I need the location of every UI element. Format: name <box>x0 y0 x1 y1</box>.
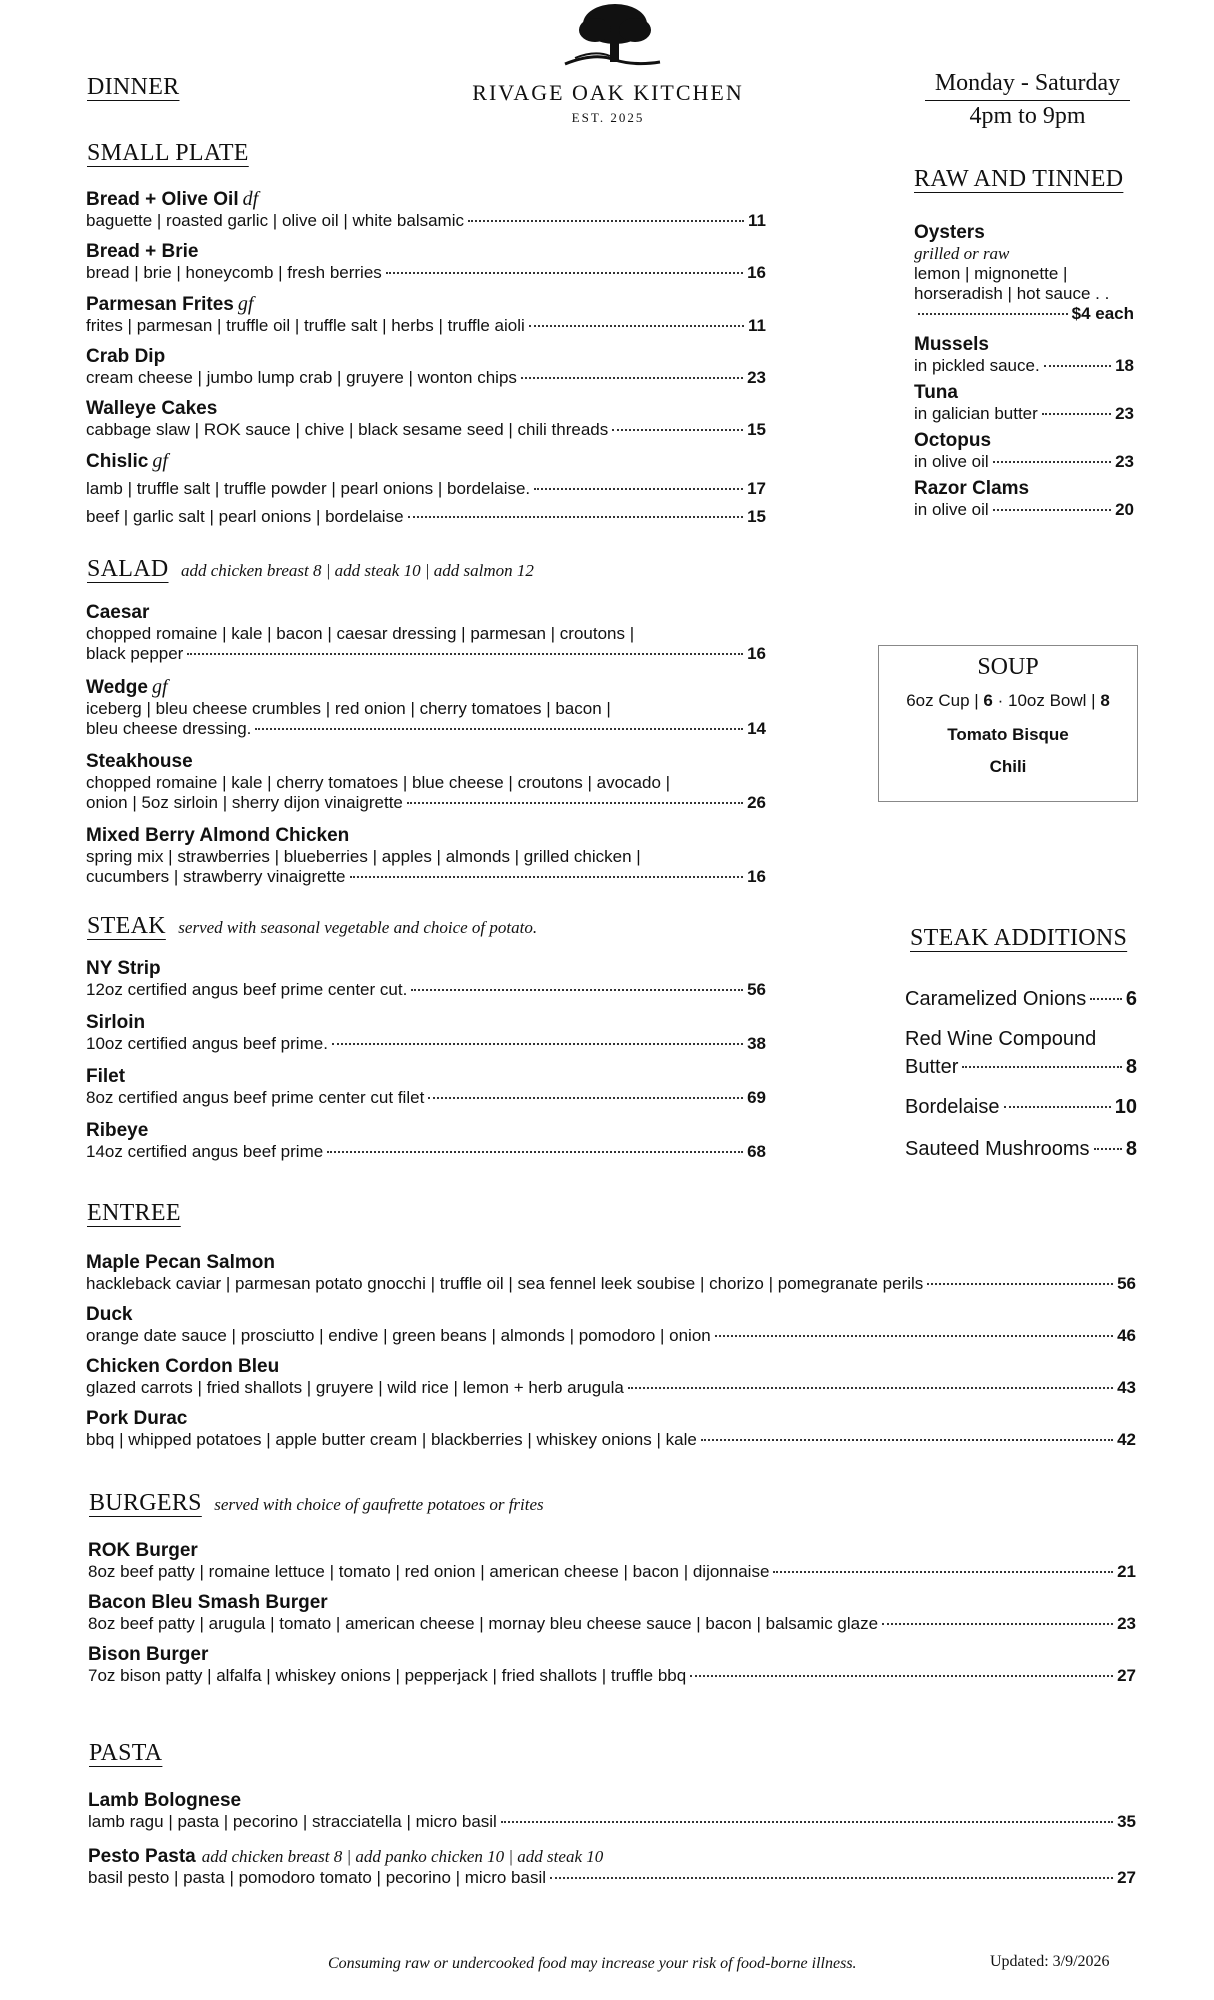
burgers-note: served with choice of gaufrette potatoes or frites <box>214 1495 544 1514</box>
item-desc: horseradish | hot sauce . . <box>914 284 1110 303</box>
item-line <box>88 1614 1136 1634</box>
item-line <box>86 1274 1136 1294</box>
item-desc: 8oz beef patty | romaine lettuce | tomato | red onion | american cheese | bacon | dijonnaise <box>88 1562 770 1581</box>
item-line <box>914 356 1134 376</box>
item-desc: 10oz certified angus beef prime. <box>86 1034 328 1053</box>
steak-additions-section <box>905 985 1137 1163</box>
item-line <box>86 1326 1136 1346</box>
addition-price: 10 <box>1114 1096 1137 1118</box>
item-desc: in olive oil <box>914 500 989 519</box>
item-price: 16 <box>747 644 766 663</box>
menu-item <box>88 1644 1136 1686</box>
item-desc: 12oz certified angus beef prime center cut. <box>86 980 408 999</box>
item-line <box>86 644 766 664</box>
item-desc: cucumbers | strawberry vinaigrette <box>86 867 346 886</box>
item-price: 20 <box>1115 500 1134 519</box>
item-desc: glazed carrots | fried shallots | gruyere | wild rice | lemon + herb arugula <box>86 1378 624 1397</box>
addition-name: Red Wine Compound <box>905 1028 1097 1050</box>
addition-price: 8 <box>1125 1138 1137 1160</box>
item-price: 56 <box>1117 1274 1136 1293</box>
menu-item <box>86 1066 766 1108</box>
item-name: Duck <box>86 1304 133 1325</box>
item-sub: grilled or raw <box>914 244 1010 263</box>
small-plate-section <box>86 188 766 537</box>
item-name: NY Strip <box>86 958 161 979</box>
restaurant-name: RIVAGE OAK KITCHEN <box>472 80 744 105</box>
item-price: 23 <box>747 368 766 387</box>
menu-item <box>914 430 1134 472</box>
addition-item <box>905 1093 1137 1121</box>
addition-price: 8 <box>1125 1056 1137 1078</box>
menu-item <box>914 222 1134 324</box>
pasta-section <box>88 1790 1136 1898</box>
item-desc: bbq | whipped potatoes | apple butter cream | blackberries | whiskey onions | kale <box>86 1430 697 1449</box>
soup-cup-label: 6oz Cup | <box>906 691 979 710</box>
item-name: Octopus <box>914 430 992 451</box>
item-line <box>86 867 766 887</box>
menu-item <box>86 602 766 664</box>
item-desc: onion | 5oz sirloin | sherry dijon vinaigrette <box>86 793 403 812</box>
steak-heading: STEAK <box>87 913 166 939</box>
item-line <box>86 1378 1136 1398</box>
item-name: Mixed Berry Almond Chicken <box>86 825 350 846</box>
item-line <box>86 1034 766 1054</box>
menu-item <box>86 241 766 283</box>
item-desc: 14oz certified angus beef prime <box>86 1142 324 1161</box>
item-desc: baguette | roasted garlic | olive oil | white balsamic <box>86 211 464 230</box>
item-price: 27 <box>1117 1666 1136 1685</box>
days-label: Monday - Saturday <box>925 70 1130 101</box>
addition-price: 6 <box>1125 988 1137 1010</box>
soup-item: Tomato Bisque <box>947 725 1069 744</box>
item-price: 69 <box>747 1088 766 1107</box>
menu-item <box>86 1120 766 1162</box>
salad-section <box>86 602 766 899</box>
item-name: Ribeye <box>86 1120 149 1141</box>
item-price: 68 <box>747 1142 766 1161</box>
burgers-heading: BURGERS <box>89 1490 202 1516</box>
menu-item <box>86 1012 766 1054</box>
item-name: Bison Burger <box>88 1644 209 1665</box>
item-line <box>86 263 766 283</box>
item-name-row <box>86 602 766 624</box>
salad-heading: SALAD <box>87 556 169 582</box>
item-tag: gf <box>151 676 168 698</box>
item-name-row <box>86 293 766 316</box>
menu-item <box>88 1846 1136 1888</box>
item-price: 23 <box>1117 1614 1136 1633</box>
item-name: Bacon Bleu Smash Burger <box>88 1592 328 1613</box>
item-desc: lamb | truffle salt | truffle powder | pearl onions | bordelaise. <box>86 479 531 498</box>
item-line <box>86 211 766 231</box>
logo-tree-icon <box>555 2 665 72</box>
item-line <box>86 316 766 336</box>
item-name-row <box>86 346 766 368</box>
item-desc: frites | parmesan | truffle oil | truffle salt | herbs | truffle aioli <box>86 316 525 335</box>
item-desc: bleu cheese dressing. <box>86 719 252 738</box>
burgers-heading-row <box>89 1490 544 1517</box>
item-desc: 8oz beef patty | arugula | tomato | american cheese | mornay bleu cheese sauce | bacon | balsamic glaze <box>88 1614 879 1633</box>
pasta-heading: PASTA <box>89 1740 163 1766</box>
item-desc: cabbage slaw | ROK sauce | chive | black sesame seed | chili threads <box>86 420 609 439</box>
item-price: 16 <box>747 263 766 282</box>
item-line <box>88 1562 1136 1582</box>
menu-item <box>86 825 766 887</box>
soup-box <box>878 645 1138 802</box>
item-price: 23 <box>1115 404 1134 423</box>
addition-item <box>905 1135 1137 1163</box>
item-name: Chicken Cordon Bleu <box>86 1356 280 1377</box>
soup-sizes <box>879 691 1137 711</box>
item-line <box>914 404 1134 424</box>
item-desc: black pepper <box>86 644 184 663</box>
menu-item <box>914 334 1134 376</box>
dinner-heading: DINNER <box>87 74 180 100</box>
item-name-row <box>86 188 766 211</box>
menu-item <box>914 382 1134 424</box>
item-line <box>86 1430 1136 1450</box>
menu-item <box>88 1540 1136 1582</box>
item-desc: in pickled sauce. <box>914 356 1040 375</box>
addition-item <box>905 985 1137 1013</box>
salad-note: add chicken breast 8 | add steak 10 | add salmon 12 <box>180 561 534 580</box>
est-label: EST. 2025 <box>571 110 645 125</box>
item-name: Chislic <box>86 451 149 472</box>
item-desc: cream cheese | jumbo lump crab | gruyere | wonton chips <box>86 368 517 387</box>
menu-item <box>86 1304 1136 1346</box>
steak-heading-row <box>87 913 537 940</box>
raw-heading: RAW AND TINNED <box>914 166 1124 192</box>
menu-item <box>86 346 766 388</box>
addition-name-2: Butter <box>905 1056 959 1078</box>
item-name: Parmesan Frites <box>86 294 234 315</box>
item-line <box>914 452 1134 472</box>
item-line <box>86 980 766 1000</box>
item-name: Bread + Olive Oil <box>86 189 239 210</box>
item-price: 42 <box>1117 1430 1136 1449</box>
menu-item <box>86 293 766 336</box>
item-desc: 8oz certified angus beef prime center cut filet <box>86 1088 425 1107</box>
item-name: ROK Burger <box>88 1540 198 1561</box>
item-name: Lamb Bolognese <box>88 1790 242 1811</box>
item-name-row <box>86 676 766 699</box>
item-price: 11 <box>748 316 766 335</box>
entree-section <box>86 1252 1136 1460</box>
item-name: Tuna <box>914 382 958 403</box>
item-desc: hackleback caviar | parmesan potato gnocchi | truffle oil | sea fennel leek soubise | chorizo | pomegranate perils <box>86 1274 924 1293</box>
menu-item <box>914 478 1134 520</box>
item-name: Sirloin <box>86 1012 146 1033</box>
item-line <box>86 368 766 388</box>
menu-item <box>86 958 766 1000</box>
item-price: 21 <box>1117 1562 1136 1581</box>
addition-name: Caramelized Onions <box>905 988 1087 1010</box>
burgers-section <box>88 1540 1136 1696</box>
item-desc: chopped romaine | kale | bacon | caesar dressing | parmesan | croutons | <box>86 624 635 643</box>
hours-label: 4pm to 9pm <box>969 103 1086 129</box>
item-price: 38 <box>747 1034 766 1053</box>
item-price: 23 <box>1115 452 1134 471</box>
item-desc: beef | garlic salt | pearl onions | bordelaise <box>86 507 404 526</box>
item-name: Pesto Pasta <box>88 1846 196 1867</box>
item-line <box>86 719 766 739</box>
item-line <box>914 500 1134 520</box>
entree-heading: ENTREE <box>87 1200 181 1226</box>
steak-section <box>86 958 766 1174</box>
item-name: Wedge <box>86 677 148 698</box>
addition-item <box>905 1025 1137 1081</box>
menu-item <box>86 676 766 739</box>
soup-bowl-label: · 10oz Bowl | <box>997 691 1096 710</box>
item-desc: orange date sauce | prosciutto | endive | green beans | almonds | pomodoro | onion <box>86 1326 711 1345</box>
item-desc: in galician butter <box>914 404 1038 423</box>
item-desc: 7oz bison patty | alfalfa | whiskey onions | pepperjack | fried shallots | truffle bbq <box>88 1666 687 1685</box>
item-price: 56 <box>747 980 766 999</box>
addition-name: Sauteed Mushrooms <box>905 1138 1090 1160</box>
food-warning: Consuming raw or undercooked food may increase your risk of food-borne illness. <box>328 1955 857 1972</box>
item-tag: gf <box>152 450 168 472</box>
soup-bowl-price: 8 <box>1100 691 1110 710</box>
item-note: add chicken breast 8 | add panko chicken 10 | add steak 10 <box>201 1847 604 1866</box>
item-price: 46 <box>1117 1326 1136 1345</box>
item-price: 27 <box>1117 1868 1136 1887</box>
menu-item <box>86 188 766 231</box>
menu-item <box>88 1790 1136 1832</box>
item-price: 35 <box>1117 1812 1136 1831</box>
item-name: Bread + Brie <box>86 241 199 262</box>
raw-section <box>914 222 1134 526</box>
item-name: Razor Clams <box>914 478 1030 499</box>
item-name-row <box>86 398 766 420</box>
item-desc: iceberg | bleu cheese crumbles | red onion | cherry tomatoes | bacon | <box>86 699 611 718</box>
item-name: Caesar <box>86 602 150 623</box>
item-price: 16 <box>747 867 766 886</box>
item-line <box>86 1088 766 1108</box>
item-line <box>86 793 766 813</box>
item-price: 15 <box>747 420 766 439</box>
updated-date: Updated: 3/9/2026 <box>990 1953 1110 1970</box>
steak-additions-heading: STEAK ADDITIONS <box>910 925 1128 951</box>
item-price: 26 <box>747 793 766 812</box>
addition-name: Bordelaise <box>905 1096 1000 1118</box>
item-name: Pork Durac <box>86 1408 188 1429</box>
item-name-row <box>86 241 766 263</box>
item-price: 14 <box>747 719 766 738</box>
item-name: Maple Pecan Salmon <box>86 1252 276 1273</box>
item-price: 15 <box>747 507 766 526</box>
hours-block <box>925 70 1130 130</box>
item-tag: gf <box>237 293 254 315</box>
item-name-row <box>86 751 766 773</box>
item-desc: lemon | mignonette | <box>914 264 1068 283</box>
item-desc: basil pesto | pasta | pomodoro tomato | pecorino | micro basil <box>88 1868 547 1887</box>
soup-item: Chili <box>989 757 1027 776</box>
item-name: Steakhouse <box>86 751 193 772</box>
menu-item <box>86 1408 1136 1450</box>
item-name: Crab Dip <box>86 346 166 367</box>
item-name: Oysters <box>914 222 985 243</box>
steak-note: served with seasonal vegetable and choice of potato. <box>178 918 538 937</box>
menu-item <box>86 1252 1136 1294</box>
item-desc: spring mix | strawberries | blueberries | apples | almonds | grilled chicken | <box>86 847 641 866</box>
item-tag: df <box>242 188 259 210</box>
small-plate-heading: SMALL PLATE <box>87 140 249 166</box>
menu-item <box>86 398 766 440</box>
salad-heading-row <box>87 556 534 583</box>
item-line <box>88 1666 1136 1686</box>
item-price: 43 <box>1117 1378 1136 1397</box>
item-price: $4 each <box>1071 304 1134 323</box>
soup-heading: SOUP <box>977 654 1039 680</box>
item-desc: in olive oil <box>914 452 989 471</box>
item-price: 17 <box>747 479 766 498</box>
item-price: 11 <box>748 211 766 230</box>
item-line <box>86 1142 766 1162</box>
item-name: Walleye Cakes <box>86 398 218 419</box>
item-name: Filet <box>86 1066 126 1087</box>
item-name-row <box>86 825 766 847</box>
soup-cup-price: 6 <box>983 691 993 710</box>
menu-item <box>86 450 766 527</box>
item-desc: bread | brie | honeycomb | fresh berries <box>86 263 382 282</box>
menu-item <box>86 1356 1136 1398</box>
menu-item <box>86 751 766 813</box>
item-price: 18 <box>1115 356 1134 375</box>
item-desc: lamb ragu | pasta | pecorino | stracciatella | micro basil <box>88 1812 497 1831</box>
item-line <box>86 420 766 440</box>
menu-item <box>88 1592 1136 1634</box>
item-desc: chopped romaine | kale | cherry tomatoes | blue cheese | croutons | avocado | <box>86 773 671 792</box>
item-name: Mussels <box>914 334 989 355</box>
